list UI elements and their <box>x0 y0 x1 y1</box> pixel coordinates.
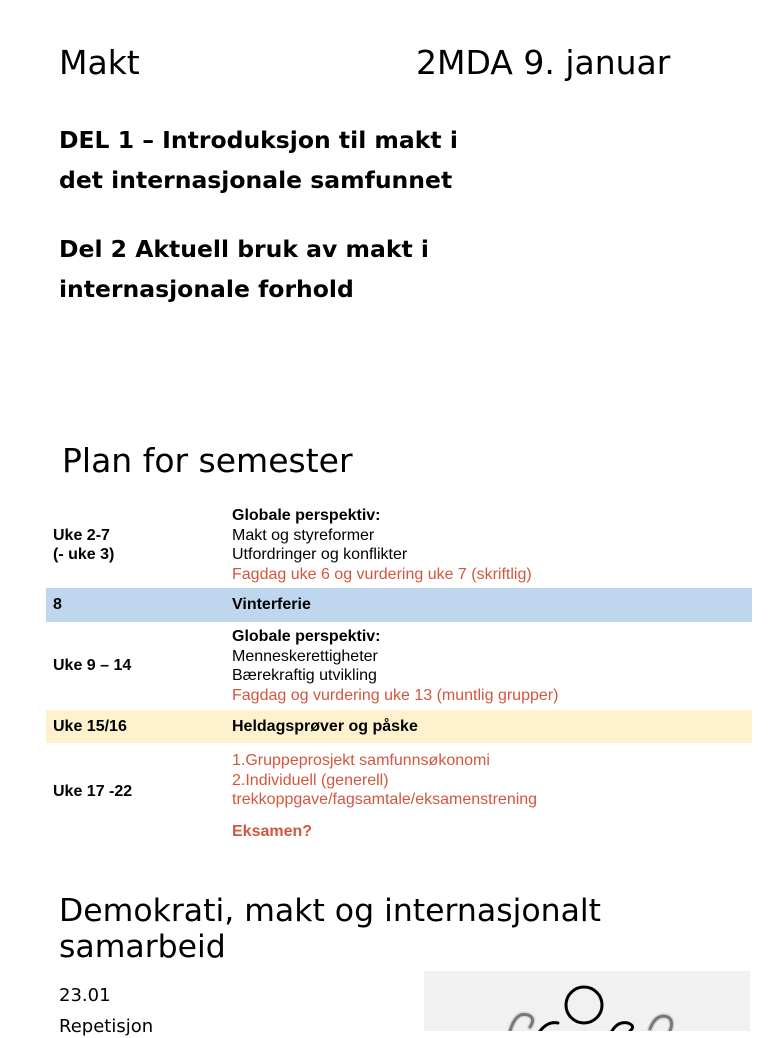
row-item: Bærekraftig utvikling <box>232 667 377 684</box>
figures-illustration-icon <box>424 971 750 1031</box>
slide1-body <box>59 121 479 309</box>
row-note: Fagdag og vurdering uke 13 (muntlig grupper) <box>232 686 559 704</box>
row-item: 1.Gruppeprosjekt samfunnsøkonomi <box>232 752 490 769</box>
row-item: Utfordringer og konflikter <box>232 546 408 563</box>
week-cell: 8 <box>53 596 62 614</box>
content-cell <box>231 502 752 588</box>
slide3-title: Demokrati, makt og internasjonalt samarbeid <box>59 893 602 965</box>
slide3-date: 23.01 <box>59 985 111 1006</box>
week-label: Uke 2-7 <box>53 526 110 544</box>
row-heading: Globale perspektiv: <box>232 628 381 645</box>
row-heading: Vinterferie <box>232 596 311 614</box>
semester-plan-table <box>46 502 752 841</box>
row-note: Fagdag uke 6 og vurdering uke 7 (skriftlig) <box>232 565 532 583</box>
week-cell: Uke 15/16 <box>53 717 127 735</box>
slide2-title: Plan for semester <box>62 441 353 480</box>
part1-text: DEL 1 – Introduksjon til makt i det internasjonale samfunnet <box>59 126 458 194</box>
table-row <box>46 710 752 743</box>
content-cell <box>231 743 752 841</box>
week-cell: Uke 17 -22 <box>53 783 133 801</box>
table-row <box>46 588 752 622</box>
slide1-date: 2MDA 9. januar <box>416 43 671 82</box>
table-row <box>46 502 752 588</box>
week-cell: Uke 9 – 14 <box>53 657 132 675</box>
row-item: Menneskerettigheter <box>232 647 378 665</box>
slide3-partial-text: Repetisjon <box>59 1016 154 1037</box>
row-item: 2.Individuell (generell) <box>232 771 389 789</box>
row-heading: Globale perspektiv: <box>232 507 381 524</box>
table-row <box>46 622 752 710</box>
row-item: Makt og styreformer <box>232 526 375 544</box>
table-row <box>46 743 752 841</box>
content-cell <box>231 622 752 710</box>
part2-text: Del 2 Aktuell bruk av makt i internasjonale forhold <box>59 235 429 303</box>
row-item: trekkoppgave/fagsamtale/eksamenstrening <box>232 791 538 808</box>
slide1-title: Makt <box>59 43 140 82</box>
week-label: (- uke 3) <box>53 546 115 563</box>
illustration-image <box>424 971 750 1031</box>
week-cell <box>46 502 231 588</box>
exam-label: Eksamen? <box>232 822 313 840</box>
row-heading: Heldagsprøver og påske <box>232 717 418 735</box>
